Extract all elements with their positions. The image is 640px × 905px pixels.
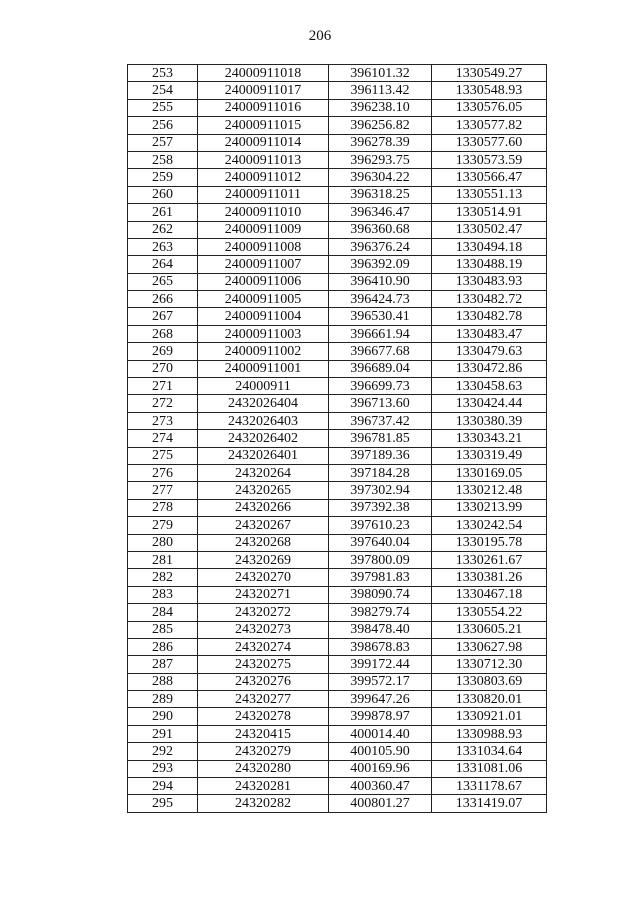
x-coordinate-cell: 397640.04 (329, 534, 432, 551)
row-number-cell: 254 (128, 82, 198, 99)
y-coordinate-cell: 1330479.63 (432, 343, 547, 360)
x-coordinate-cell: 396304.22 (329, 169, 432, 186)
row-number-cell: 255 (128, 99, 198, 116)
table-row (128, 204, 547, 221)
table-row (128, 273, 547, 290)
row-number-cell: 289 (128, 691, 198, 708)
y-coordinate-cell: 1330458.63 (432, 378, 547, 395)
x-coordinate-cell: 396677.68 (329, 343, 432, 360)
table-row (128, 708, 547, 725)
y-coordinate-cell: 1330472.86 (432, 360, 547, 377)
point-id-cell: 24000911009 (198, 221, 329, 238)
x-coordinate-cell: 399878.97 (329, 708, 432, 725)
row-number-cell: 268 (128, 325, 198, 342)
table-row (128, 221, 547, 238)
row-number-cell: 275 (128, 447, 198, 464)
table-row (128, 360, 547, 377)
x-coordinate-cell: 396318.25 (329, 186, 432, 203)
row-number-cell: 257 (128, 134, 198, 151)
table-row (128, 656, 547, 673)
y-coordinate-cell: 1330803.69 (432, 673, 547, 690)
row-number-cell: 261 (128, 204, 198, 221)
table-row (128, 430, 547, 447)
point-id-cell: 24000911012 (198, 169, 329, 186)
y-coordinate-cell: 1330343.21 (432, 430, 547, 447)
row-number-cell: 265 (128, 273, 198, 290)
point-id-cell: 24320415 (198, 725, 329, 742)
row-number-cell: 285 (128, 621, 198, 638)
point-id-cell: 24320266 (198, 499, 329, 516)
y-coordinate-cell: 1330424.44 (432, 395, 547, 412)
x-coordinate-cell: 400801.27 (329, 795, 432, 812)
row-number-cell: 295 (128, 795, 198, 812)
point-id-cell: 24000911018 (198, 65, 329, 82)
row-number-cell: 259 (128, 169, 198, 186)
coordinates-table-body (128, 65, 547, 813)
y-coordinate-cell: 1330483.47 (432, 325, 547, 342)
table-row (128, 308, 547, 325)
table-row (128, 795, 547, 812)
x-coordinate-cell: 396689.04 (329, 360, 432, 377)
x-coordinate-cell: 396113.42 (329, 82, 432, 99)
point-id-cell: 24000911015 (198, 117, 329, 134)
table-row (128, 673, 547, 690)
x-coordinate-cell: 397610.23 (329, 517, 432, 534)
x-coordinate-cell: 397392.38 (329, 499, 432, 516)
point-id-cell: 24320274 (198, 638, 329, 655)
table-row (128, 551, 547, 568)
row-number-cell: 282 (128, 569, 198, 586)
table-row (128, 238, 547, 255)
point-id-cell: 24000911 (198, 378, 329, 395)
y-coordinate-cell: 1330566.47 (432, 169, 547, 186)
x-coordinate-cell: 397184.28 (329, 464, 432, 481)
table-row (128, 760, 547, 777)
point-id-cell: 2432026404 (198, 395, 329, 412)
table-row (128, 256, 547, 273)
row-number-cell: 288 (128, 673, 198, 690)
point-id-cell: 24320282 (198, 795, 329, 812)
point-id-cell: 24320272 (198, 604, 329, 621)
point-id-cell: 24000911006 (198, 273, 329, 290)
row-number-cell: 262 (128, 221, 198, 238)
row-number-cell: 271 (128, 378, 198, 395)
x-coordinate-cell: 396238.10 (329, 99, 432, 116)
point-id-cell: 24000911004 (198, 308, 329, 325)
point-id-cell: 24000911014 (198, 134, 329, 151)
y-coordinate-cell: 1330921.01 (432, 708, 547, 725)
point-id-cell: 24000911013 (198, 151, 329, 168)
table-row (128, 378, 547, 395)
y-coordinate-cell: 1330169.05 (432, 464, 547, 481)
table-row (128, 534, 547, 551)
table-row (128, 638, 547, 655)
row-number-cell: 272 (128, 395, 198, 412)
point-id-cell: 24000911010 (198, 204, 329, 221)
x-coordinate-cell: 399647.26 (329, 691, 432, 708)
row-number-cell: 263 (128, 238, 198, 255)
y-coordinate-cell: 1330820.01 (432, 691, 547, 708)
row-number-cell: 258 (128, 151, 198, 168)
y-coordinate-cell: 1331034.64 (432, 743, 547, 760)
x-coordinate-cell: 396781.85 (329, 430, 432, 447)
x-coordinate-cell: 398678.83 (329, 638, 432, 655)
table-row (128, 99, 547, 116)
x-coordinate-cell: 400105.90 (329, 743, 432, 760)
row-number-cell: 284 (128, 604, 198, 621)
row-number-cell: 273 (128, 412, 198, 429)
row-number-cell: 253 (128, 65, 198, 82)
x-coordinate-cell: 396410.90 (329, 273, 432, 290)
row-number-cell: 292 (128, 743, 198, 760)
point-id-cell: 24320273 (198, 621, 329, 638)
y-coordinate-cell: 1330467.18 (432, 586, 547, 603)
x-coordinate-cell: 396256.82 (329, 117, 432, 134)
y-coordinate-cell: 1330627.98 (432, 638, 547, 655)
table-row (128, 325, 547, 342)
y-coordinate-cell: 1331419.07 (432, 795, 547, 812)
point-id-cell: 24000911017 (198, 82, 329, 99)
point-id-cell: 24320270 (198, 569, 329, 586)
point-id-cell: 24320276 (198, 673, 329, 690)
point-id-cell: 24000911003 (198, 325, 329, 342)
y-coordinate-cell: 1330576.05 (432, 99, 547, 116)
x-coordinate-cell: 397981.83 (329, 569, 432, 586)
y-coordinate-cell: 1330261.67 (432, 551, 547, 568)
point-id-cell: 24320275 (198, 656, 329, 673)
table-row (128, 482, 547, 499)
point-id-cell: 24320269 (198, 551, 329, 568)
point-id-cell: 24000911002 (198, 343, 329, 360)
point-id-cell: 24000911007 (198, 256, 329, 273)
x-coordinate-cell: 396278.39 (329, 134, 432, 151)
table-row (128, 464, 547, 481)
row-number-cell: 274 (128, 430, 198, 447)
point-id-cell: 24320264 (198, 464, 329, 481)
table-row (128, 134, 547, 151)
y-coordinate-cell: 1330577.82 (432, 117, 547, 134)
y-coordinate-cell: 1330514.91 (432, 204, 547, 221)
point-id-cell: 2432026403 (198, 412, 329, 429)
table-row (128, 82, 547, 99)
x-coordinate-cell: 396530.41 (329, 308, 432, 325)
point-id-cell: 24320268 (198, 534, 329, 551)
row-number-cell: 286 (128, 638, 198, 655)
point-id-cell: 24320271 (198, 586, 329, 603)
y-coordinate-cell: 1330605.21 (432, 621, 547, 638)
x-coordinate-cell: 397302.94 (329, 482, 432, 499)
table-row (128, 691, 547, 708)
point-id-cell: 2432026402 (198, 430, 329, 447)
table-row (128, 395, 547, 412)
row-number-cell: 269 (128, 343, 198, 360)
x-coordinate-cell: 400014.40 (329, 725, 432, 742)
x-coordinate-cell: 396737.42 (329, 412, 432, 429)
x-coordinate-cell: 396360.68 (329, 221, 432, 238)
table-row (128, 186, 547, 203)
row-number-cell: 266 (128, 291, 198, 308)
y-coordinate-cell: 1330573.59 (432, 151, 547, 168)
y-coordinate-cell: 1330551.13 (432, 186, 547, 203)
table-row (128, 586, 547, 603)
row-number-cell: 281 (128, 551, 198, 568)
y-coordinate-cell: 1330549.27 (432, 65, 547, 82)
y-coordinate-cell: 1330712.30 (432, 656, 547, 673)
row-number-cell: 276 (128, 464, 198, 481)
y-coordinate-cell: 1330502.47 (432, 221, 547, 238)
y-coordinate-cell: 1330488.19 (432, 256, 547, 273)
y-coordinate-cell: 1331178.67 (432, 778, 547, 795)
y-coordinate-cell: 1330494.18 (432, 238, 547, 255)
point-id-cell: 24320277 (198, 691, 329, 708)
point-id-cell: 24000911011 (198, 186, 329, 203)
y-coordinate-cell: 1330195.78 (432, 534, 547, 551)
table-row (128, 743, 547, 760)
row-number-cell: 280 (128, 534, 198, 551)
table-row (128, 725, 547, 742)
point-id-cell: 2432026401 (198, 447, 329, 464)
y-coordinate-cell: 1330381.26 (432, 569, 547, 586)
row-number-cell: 278 (128, 499, 198, 516)
page-number: 206 (308, 28, 332, 44)
x-coordinate-cell: 396346.47 (329, 204, 432, 221)
row-number-cell: 294 (128, 778, 198, 795)
table-row (128, 412, 547, 429)
table-row (128, 65, 547, 82)
y-coordinate-cell: 1330482.72 (432, 291, 547, 308)
table-row (128, 621, 547, 638)
x-coordinate-cell: 397189.36 (329, 447, 432, 464)
y-coordinate-cell: 1330577.60 (432, 134, 547, 151)
x-coordinate-cell: 398279.74 (329, 604, 432, 621)
table-row (128, 569, 547, 586)
table-row (128, 778, 547, 795)
point-id-cell: 24320279 (198, 743, 329, 760)
x-coordinate-cell: 396424.73 (329, 291, 432, 308)
x-coordinate-cell: 396376.24 (329, 238, 432, 255)
point-id-cell: 24000911005 (198, 291, 329, 308)
y-coordinate-cell: 1330482.78 (432, 308, 547, 325)
row-number-cell: 277 (128, 482, 198, 499)
x-coordinate-cell: 400169.96 (329, 760, 432, 777)
point-id-cell: 24320280 (198, 760, 329, 777)
table-row (128, 117, 547, 134)
x-coordinate-cell: 398090.74 (329, 586, 432, 603)
y-coordinate-cell: 1330380.39 (432, 412, 547, 429)
table-row (128, 151, 547, 168)
x-coordinate-cell: 396101.32 (329, 65, 432, 82)
row-number-cell: 267 (128, 308, 198, 325)
y-coordinate-cell: 1330483.93 (432, 273, 547, 290)
x-coordinate-cell: 399572.17 (329, 673, 432, 690)
y-coordinate-cell: 1331081.06 (432, 760, 547, 777)
table-row (128, 343, 547, 360)
row-number-cell: 264 (128, 256, 198, 273)
point-id-cell: 24320281 (198, 778, 329, 795)
x-coordinate-cell: 398478.40 (329, 621, 432, 638)
y-coordinate-cell: 1330988.93 (432, 725, 547, 742)
row-number-cell: 283 (128, 586, 198, 603)
row-number-cell: 291 (128, 725, 198, 742)
table-row (128, 291, 547, 308)
table-row (128, 499, 547, 516)
point-id-cell: 24320267 (198, 517, 329, 534)
row-number-cell: 270 (128, 360, 198, 377)
table-row (128, 169, 547, 186)
y-coordinate-cell: 1330548.93 (432, 82, 547, 99)
x-coordinate-cell: 397800.09 (329, 551, 432, 568)
x-coordinate-cell: 396293.75 (329, 151, 432, 168)
point-id-cell: 24320265 (198, 482, 329, 499)
x-coordinate-cell: 396713.60 (329, 395, 432, 412)
x-coordinate-cell: 396699.73 (329, 378, 432, 395)
row-number-cell: 290 (128, 708, 198, 725)
point-id-cell: 24320278 (198, 708, 329, 725)
row-number-cell: 287 (128, 656, 198, 673)
row-number-cell: 260 (128, 186, 198, 203)
row-number-cell: 256 (128, 117, 198, 134)
point-id-cell: 24000911001 (198, 360, 329, 377)
y-coordinate-cell: 1330242.54 (432, 517, 547, 534)
x-coordinate-cell: 399172.44 (329, 656, 432, 673)
y-coordinate-cell: 1330212.48 (432, 482, 547, 499)
x-coordinate-cell: 400360.47 (329, 778, 432, 795)
row-number-cell: 293 (128, 760, 198, 777)
y-coordinate-cell: 1330554.22 (432, 604, 547, 621)
table-row (128, 447, 547, 464)
point-id-cell: 24000911016 (198, 99, 329, 116)
y-coordinate-cell: 1330319.49 (432, 447, 547, 464)
row-number-cell: 279 (128, 517, 198, 534)
table-row (128, 517, 547, 534)
x-coordinate-cell: 396661.94 (329, 325, 432, 342)
point-id-cell: 24000911008 (198, 238, 329, 255)
y-coordinate-cell: 1330213.99 (432, 499, 547, 516)
coordinates-table (127, 64, 547, 813)
x-coordinate-cell: 396392.09 (329, 256, 432, 273)
table-row (128, 604, 547, 621)
